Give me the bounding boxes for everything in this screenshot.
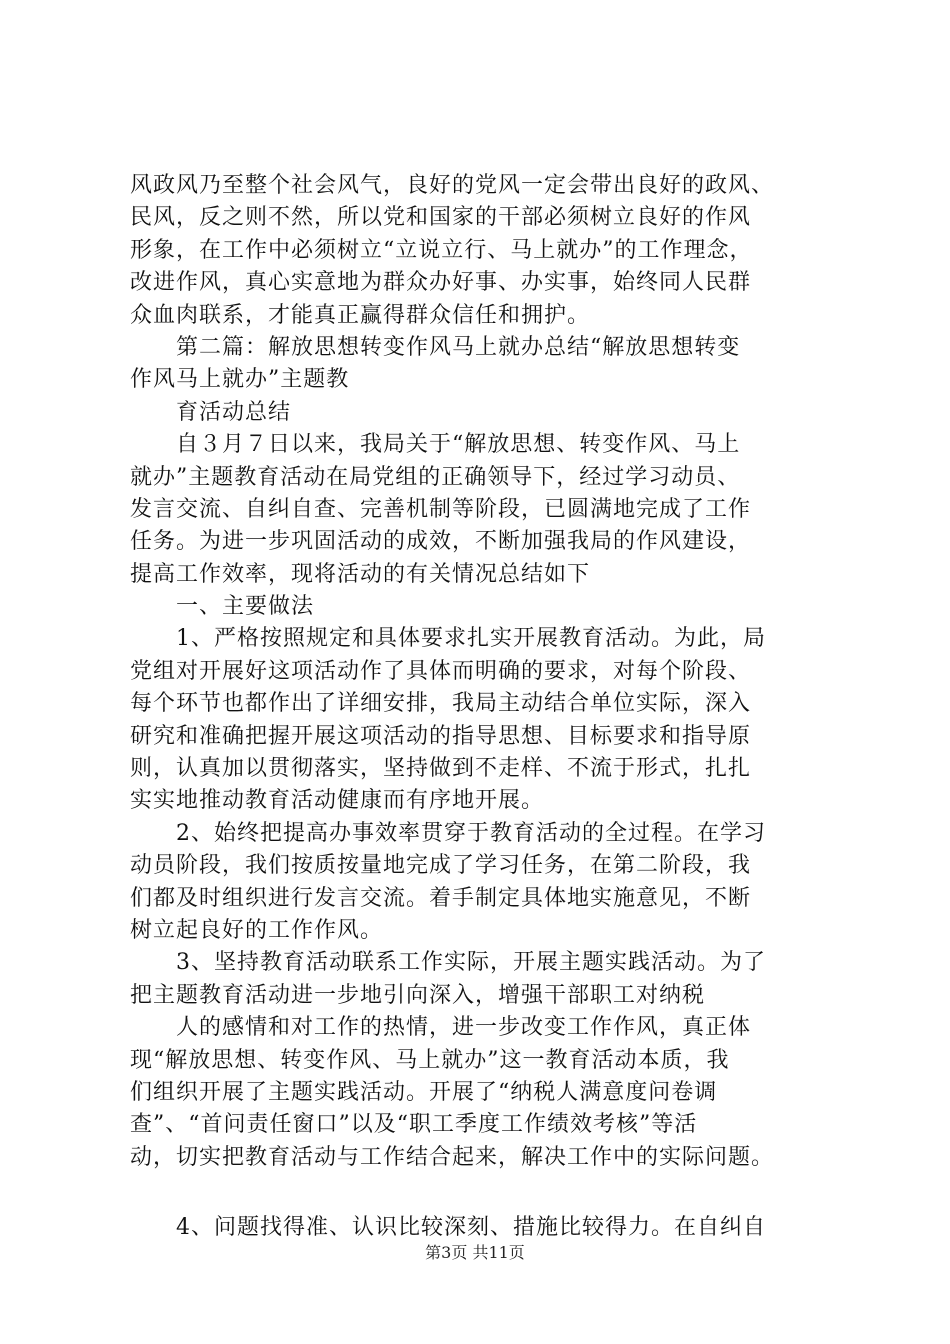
text-line: 们都及时组织进行发言交流。着手制定具体地实施意见，不断 (130, 885, 752, 911)
text-line: 实实地推动教育活动健康而有序地开展。 (130, 788, 545, 814)
subheading: 一、主要做法 (130, 594, 315, 620)
text-line: 就办”主题教育活动在局党组的正确领导下，经过学习动员、 (130, 464, 741, 490)
text-line: 2、始终把提高办事效率贯穿于教育活动的全过程。在学习 (130, 820, 766, 846)
text-line: 1、严格按照规定和具体要求扎实开展教育活动。为此，局 (130, 626, 766, 652)
page-number-label: 第3页 共11页 (425, 1243, 525, 1262)
text-line: 党组对开展好这项活动作了具体而明确的要求，对每个阶段、 (130, 658, 752, 684)
text-line: 树立起良好的工作作风。 (130, 917, 384, 943)
text-line: 动，切实把教育活动与工作结合起来，解决工作中的实际问题。 (130, 1144, 775, 1170)
text-line: 每个环节也都作出了详细安排，我局主动结合单位实际，深入 (130, 691, 752, 717)
text-line: 发言交流、自纠自查、完善机制等阶段，已圆满地完成了工作 (130, 496, 752, 522)
text-line: 把主题教育活动进一步地引向深入，增强干部职工对纳税 (130, 982, 706, 1008)
text-line: 改进作风，真心实意地为群众办好事、办实事，始终同人民群 (130, 270, 752, 296)
document-body (130, 170, 830, 1245)
paragraph-gap (130, 1174, 830, 1212)
text-line: 自３月７日以来，我局关于“解放思想、转变作风、马上 (130, 432, 741, 458)
section-heading: 作风马上就办”主题教 (130, 367, 350, 393)
text-line: 现“解放思想、转变作风、马上就办”这一教育活动本质，我 (130, 1047, 730, 1073)
text-line: 任务。为进一步巩固活动的成效，不断加强我局的作风建设， (130, 529, 752, 555)
text-line: 形象，在工作中必须树立“立说立行、马上就办”的工作理念， (130, 237, 753, 263)
text-line: 则，认真加以贯彻落实，坚持做到不走样、不流于形式，扎扎 (130, 756, 752, 782)
text-line: 提高工作效率，现将活动的有关情况总结如下 (130, 561, 591, 587)
text-line: 4、问题找得准、认识比较深刻、措施比较得力。在自纠自 (130, 1215, 766, 1241)
text-line: 们组织开展了主题实践活动。开展了“纳税人满意度问卷调 (130, 1079, 718, 1105)
section-heading: 育活动总结 (130, 399, 292, 425)
text-line: 查”、“首问责任窗口”以及“职工季度工作绩效考核”等活 (130, 1112, 698, 1138)
text-line: 动员阶段，我们按质按量地完成了学习任务，在第二阶段，我 (130, 853, 752, 879)
text-line: 民风，反之则不然，所以党和国家的干部必须树立良好的作风 (130, 205, 752, 231)
text-line: 风政风乃至整个社会风气，良好的党风一定会带出良好的政风、 (130, 173, 775, 198)
text-line: 人的感情和对工作的热情，进一步改变工作作风，真正体 (130, 1015, 752, 1041)
text-line: 众血肉联系，才能真正赢得群众信任和拥护。 (130, 302, 591, 328)
section-heading: 第二篇：解放思想转变作风马上就办总结“解放思想转变 (130, 334, 741, 360)
text-line: 研究和准确把握开展这项活动的指导思想、目标要求和指导原 (130, 723, 752, 749)
text-line: 3、坚持教育活动联系工作实际，开展主题实践活动。为了 (130, 950, 766, 976)
page-footer (0, 1240, 950, 1263)
